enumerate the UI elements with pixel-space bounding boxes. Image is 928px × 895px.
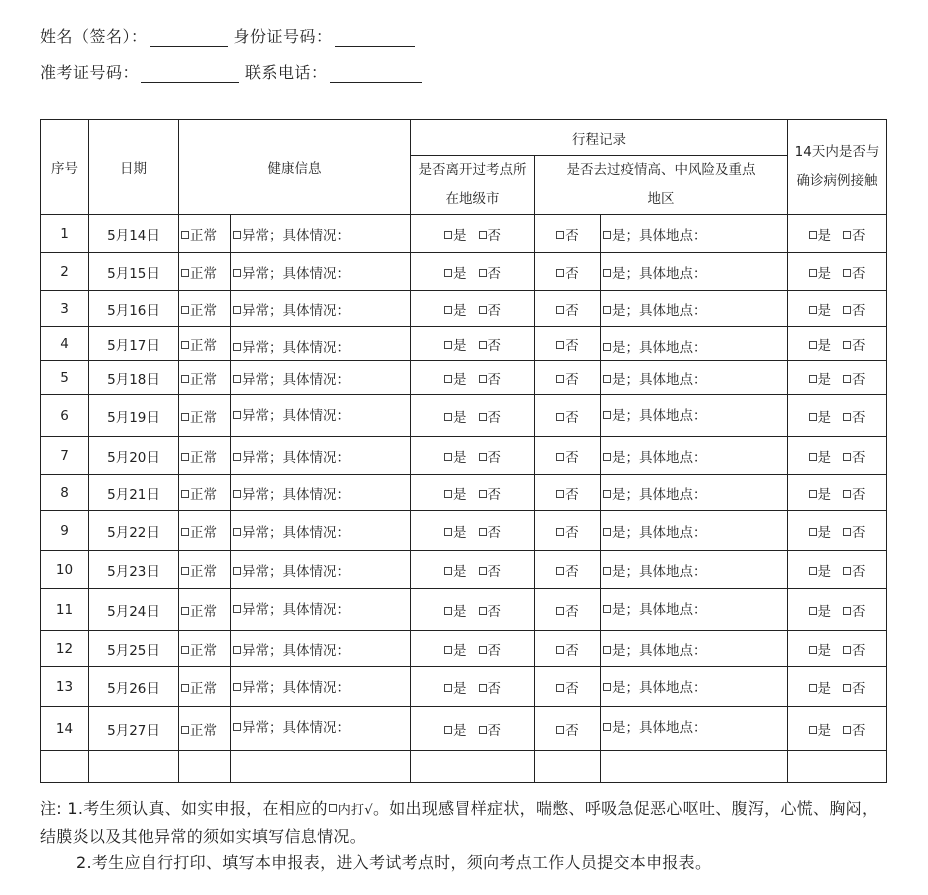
health-normal-option[interactable]: 正常 [179,551,231,589]
checkbox-icon[interactable] [444,453,452,461]
health-normal-option[interactable]: 正常 [179,437,231,475]
checkbox-icon[interactable] [809,375,817,383]
checkbox-icon[interactable] [603,723,611,731]
row-seq: 1 [41,215,89,253]
empty-cell[interactable] [601,751,788,783]
checkbox-icon[interactable] [809,726,817,734]
health-normal-option[interactable]: 正常 [179,253,231,291]
exam-number-field[interactable] [141,64,239,83]
checkbox-icon[interactable] [843,684,851,692]
checkbox-icon[interactable] [556,490,564,498]
checkbox-icon[interactable] [479,726,487,734]
checkbox-icon[interactable] [479,375,487,383]
header-contact: 14天内是否与确诊病例接触 [788,120,887,215]
risk-area-no-option[interactable]: 否 [535,475,601,511]
risk-area-no-option[interactable]: 否 [535,215,601,253]
checkbox-icon[interactable] [556,306,564,314]
health-normal-option[interactable]: 正常 [179,667,231,707]
risk-area-yes-option[interactable]: 是；具体地点： [601,215,788,253]
left-city-options[interactable]: 是 否 [411,667,535,707]
checkbox-icon[interactable] [809,490,817,498]
contact-options[interactable]: 是 否 [788,361,887,395]
row-seq: 3 [41,291,89,327]
checkbox-icon[interactable] [233,723,241,731]
checkbox-icon[interactable] [556,269,564,277]
checkbox-icon[interactable] [181,341,189,349]
checkbox-icon[interactable] [233,411,241,419]
health-normal-option[interactable]: 正常 [179,395,231,437]
risk-area-yes-option[interactable]: 是；具体地点： [601,707,788,751]
empty-cell[interactable] [89,751,179,783]
risk-area-no-option[interactable]: 否 [535,327,601,361]
contact-options[interactable]: 是 否 [788,215,887,253]
health-abnormal-option[interactable]: 异常；具体情况： [231,395,411,437]
checkbox-icon[interactable] [843,607,851,615]
health-normal-option[interactable]: 正常 [179,475,231,511]
checkbox-icon[interactable] [479,490,487,498]
row-date: 5月24日 [89,589,179,631]
health-abnormal-option[interactable]: 异常；具体情况： [231,215,411,253]
checkbox-icon[interactable] [809,607,817,615]
risk-area-yes-option[interactable]: 是；具体地点： [601,395,788,437]
empty-cell[interactable] [411,751,535,783]
table-row [41,395,887,437]
table-row [41,589,887,631]
risk-area-yes-option[interactable]: 是；具体地点： [601,327,788,361]
left-city-options[interactable]: 是 否 [411,475,535,511]
row-date: 5月27日 [89,707,179,751]
left-city-options[interactable]: 是 否 [411,511,535,551]
checkbox-icon[interactable] [556,646,564,654]
checkbox-icon[interactable] [603,453,611,461]
row-date: 5月15日 [89,253,179,291]
checkbox-icon[interactable] [603,411,611,419]
checkbox-icon[interactable] [479,684,487,692]
checkbox-icon[interactable] [843,726,851,734]
contact-options[interactable]: 是 否 [788,327,887,361]
row-seq: 7 [41,437,89,475]
name-label: 姓名（签名）： [40,27,148,46]
empty-cell[interactable] [535,751,601,783]
left-city-options[interactable]: 是 否 [411,589,535,631]
risk-area-yes-option[interactable]: 是；具体地点： [601,361,788,395]
contact-options[interactable]: 是 否 [788,395,887,437]
health-normal-option[interactable]: 正常 [179,361,231,395]
checkbox-icon[interactable] [556,453,564,461]
table-row [41,667,887,707]
checkbox-icon[interactable] [444,684,452,692]
checkbox-icon[interactable] [181,453,189,461]
row-seq: 6 [41,395,89,437]
health-abnormal-option[interactable]: 异常；具体情况： [231,667,411,707]
checkbox-icon[interactable] [181,413,189,421]
header-date: 日期 [89,120,179,215]
checkbox-icon[interactable] [181,726,189,734]
row-date: 5月22日 [89,511,179,551]
checkbox-icon[interactable] [444,567,452,575]
checkbox-icon[interactable] [181,306,189,314]
header-travel: 行程记录 [411,120,788,156]
checkbox-icon[interactable] [603,231,611,239]
checkbox-icon[interactable] [479,231,487,239]
row-date: 5月16日 [89,291,179,327]
risk-area-yes-option[interactable]: 是；具体地点： [601,511,788,551]
note-1: 注: 1.考生须认真、如实申报，在相应的 内打√。如出现感冒样症状，喘憋、呼吸急促恶心呕吐、腹泻，心慌、胸闷，结膜炎以及其他异常的须如实填写信息情况。 [40,799,879,846]
risk-area-yes-option[interactable]: 是；具体地点： [601,291,788,327]
left-city-options[interactable]: 是 否 [411,707,535,751]
checkbox-icon[interactable] [181,269,189,277]
contact-options[interactable]: 是 否 [788,437,887,475]
empty-cell[interactable] [231,751,411,783]
left-city-options[interactable]: 是 否 [411,327,535,361]
note-2: 2.考生应自行打印、填写本申报表，进入考试考点时，须向考点工作人员提交本申报表。 [76,853,712,872]
checkbox-icon[interactable] [843,453,851,461]
table-row [41,253,887,291]
checkbox-icon[interactable] [603,375,611,383]
checkbox-icon[interactable] [233,528,241,536]
row-seq: 4 [41,327,89,361]
name-field[interactable] [150,28,228,47]
checkbox-icon[interactable] [843,306,851,314]
left-city-options[interactable]: 是 否 [411,215,535,253]
checkbox-icon[interactable] [556,413,564,421]
risk-area-no-option[interactable]: 否 [535,395,601,437]
checkbox-icon[interactable] [603,646,611,654]
checkbox-icon[interactable] [603,528,611,536]
checkbox-icon[interactable] [603,306,611,314]
health-normal-option[interactable]: 正常 [179,215,231,253]
checkbox-icon[interactable] [233,375,241,383]
checkbox-icon[interactable] [809,306,817,314]
checkbox-icon[interactable] [809,567,817,575]
notes [40,796,890,876]
health-abnormal-option[interactable]: 异常；具体情况： [231,327,411,361]
health-abnormal-option[interactable]: 异常；具体情况： [231,475,411,511]
health-abnormal-option[interactable]: 异常；具体情况： [231,631,411,667]
contact-options[interactable]: 是 否 [788,253,887,291]
checkbox-icon[interactable] [809,413,817,421]
left-city-options[interactable]: 是 否 [411,631,535,667]
checkbox-icon[interactable] [556,341,564,349]
left-city-options[interactable]: 是 否 [411,291,535,327]
checkbox-icon[interactable] [181,607,189,615]
checkbox-icon[interactable] [603,269,611,277]
contact-options[interactable]: 是 否 [788,551,887,589]
left-city-options[interactable]: 是 否 [411,551,535,589]
risk-area-yes-option[interactable]: 是；具体地点： [601,631,788,667]
table-row [41,707,887,751]
table-row [41,511,887,551]
exam-number-label: 准考证号码： [40,63,140,82]
health-abnormal-option[interactable]: 异常；具体情况： [231,291,411,327]
table-row [41,437,887,475]
checkbox-icon[interactable] [603,567,611,575]
checkbox-icon[interactable] [233,231,241,239]
table-body [41,215,887,783]
health-normal-option[interactable]: 正常 [179,707,231,751]
phone-field[interactable] [330,64,422,83]
checkbox-icon[interactable] [479,341,487,349]
checkbox-icon[interactable] [809,528,817,536]
row-date: 5月26日 [89,667,179,707]
checkbox-icon[interactable] [444,490,452,498]
checkbox-icon[interactable] [444,413,452,421]
checkbox-icon[interactable] [809,684,817,692]
row-seq: 8 [41,475,89,511]
phone-label: 联系电话： [245,63,328,82]
header-line-2 [40,60,428,83]
checkbox-icon[interactable] [843,490,851,498]
checkbox-icon[interactable] [181,684,189,692]
table-row [41,551,887,589]
table-row [41,631,887,667]
checkbox-icon[interactable] [556,726,564,734]
health-abnormal-option[interactable]: 异常；具体情况： [231,707,411,751]
checkbox-icon[interactable] [479,306,487,314]
table-row [41,215,887,253]
risk-area-no-option[interactable]: 否 [535,437,601,475]
risk-area-yes-option[interactable]: 是；具体地点： [601,589,788,631]
row-date: 5月25日 [89,631,179,667]
left-city-options[interactable]: 是 否 [411,253,535,291]
checkbox-icon[interactable] [479,269,487,277]
checkbox-icon[interactable] [233,646,241,654]
risk-area-yes-option[interactable]: 是；具体地点： [601,253,788,291]
risk-area-no-option[interactable]: 否 [535,361,601,395]
checkbox-icon[interactable] [603,683,611,691]
risk-area-yes-option[interactable]: 是；具体地点： [601,551,788,589]
checkbox-icon[interactable] [181,490,189,498]
health-abnormal-option[interactable]: 异常；具体情况： [231,511,411,551]
checkbox-icon[interactable] [479,453,487,461]
risk-area-no-option[interactable]: 否 [535,551,601,589]
row-seq: 5 [41,361,89,395]
empty-cell[interactable] [41,751,89,783]
header-line-1 [40,24,421,47]
row-seq: 11 [41,589,89,631]
checkbox-icon[interactable] [181,646,189,654]
header-seq: 序号 [41,120,89,215]
checkbox-icon[interactable] [556,528,564,536]
checkbox-icon[interactable] [444,306,452,314]
health-normal-option[interactable]: 正常 [179,631,231,667]
checkbox-icon[interactable] [479,567,487,575]
risk-area-yes-option[interactable]: 是；具体地点： [601,437,788,475]
checkbox-icon[interactable] [444,528,452,536]
checkbox-icon[interactable] [233,683,241,691]
checkbox-icon[interactable] [444,726,452,734]
health-declaration-table [40,119,887,783]
empty-cell[interactable] [788,751,887,783]
checkbox-icon[interactable] [809,646,817,654]
checkbox-icon[interactable] [479,646,487,654]
checkbox-icon[interactable] [181,231,189,239]
checkbox-icon[interactable] [233,306,241,314]
table-row [41,475,887,511]
checkbox-icon[interactable] [843,646,851,654]
checkbox-icon[interactable] [809,453,817,461]
checkbox-icon[interactable] [181,567,189,575]
risk-area-no-option[interactable]: 否 [535,511,601,551]
checkbox-icon[interactable] [444,646,452,654]
checkbox-icon[interactable] [843,413,851,421]
checkbox-icon[interactable] [843,567,851,575]
checkbox-icon[interactable] [843,269,851,277]
table-row [41,327,887,361]
checkbox-icon[interactable] [444,607,452,615]
left-city-options[interactable]: 是 否 [411,437,535,475]
row-date: 5月18日 [89,361,179,395]
checkbox-icon[interactable] [233,567,241,575]
row-seq: 12 [41,631,89,667]
health-normal-option[interactable]: 正常 [179,327,231,361]
health-normal-option[interactable]: 正常 [179,511,231,551]
contact-options[interactable]: 是 否 [788,589,887,631]
health-normal-option[interactable]: 正常 [179,589,231,631]
checkbox-icon[interactable] [479,607,487,615]
checkbox-icon[interactable] [444,231,452,239]
checkbox-icon[interactable] [843,341,851,349]
checkbox-icon[interactable] [233,343,241,351]
health-abnormal-option[interactable]: 异常；具体情况： [231,551,411,589]
empty-cell[interactable] [179,751,231,783]
checkbox-icon[interactable] [809,231,817,239]
risk-area-no-option[interactable]: 否 [535,707,601,751]
contact-options[interactable]: 是 否 [788,707,887,751]
row-date: 5月19日 [89,395,179,437]
row-date: 5月21日 [89,475,179,511]
checkbox-icon[interactable] [843,528,851,536]
contact-options[interactable]: 是 否 [788,475,887,511]
checkbox-icon[interactable] [843,231,851,239]
checkbox-icon[interactable] [603,605,611,613]
checkbox-icon[interactable] [603,490,611,498]
checkbox-icon[interactable] [556,231,564,239]
row-seq: 2 [41,253,89,291]
checkbox-icon[interactable] [181,528,189,536]
checkbox-icon[interactable] [233,605,241,613]
checkbox-icon[interactable] [233,269,241,277]
table-row [41,291,887,327]
left-city-options[interactable]: 是 否 [411,395,535,437]
row-date: 5月17日 [89,327,179,361]
header-left-city: 是否离开过考点所在地级市 [411,156,535,215]
checkbox-icon[interactable] [181,375,189,383]
checkbox-icon[interactable] [809,341,817,349]
health-abnormal-option[interactable]: 异常；具体情况： [231,361,411,395]
header-risk-area: 是否去过疫情高、中风险及重点地区 [535,156,788,215]
left-city-options[interactable]: 是 否 [411,361,535,395]
risk-area-yes-option[interactable]: 是；具体地点： [601,475,788,511]
checkbox-icon [329,804,337,812]
health-abnormal-option[interactable]: 异常；具体情况： [231,253,411,291]
checkbox-icon[interactable] [843,375,851,383]
header-health: 健康信息 [179,120,411,215]
row-seq: 13 [41,667,89,707]
checkbox-icon[interactable] [556,607,564,615]
empty-row [41,751,887,783]
id-number-field[interactable] [335,28,415,47]
checkbox-icon[interactable] [556,567,564,575]
checkbox-icon[interactable] [444,269,452,277]
checkbox-icon[interactable] [479,528,487,536]
row-seq: 10 [41,551,89,589]
health-abnormal-option[interactable]: 异常；具体情况： [231,437,411,475]
row-seq: 9 [41,511,89,551]
contact-options[interactable]: 是 否 [788,631,887,667]
row-date: 5月20日 [89,437,179,475]
checkbox-icon[interactable] [809,269,817,277]
checkbox-icon[interactable] [233,453,241,461]
contact-options[interactable]: 是 否 [788,667,887,707]
risk-area-no-option[interactable]: 否 [535,667,601,707]
checkbox-icon[interactable] [556,375,564,383]
health-normal-option[interactable]: 正常 [179,291,231,327]
risk-area-yes-option[interactable]: 是；具体地点： [601,667,788,707]
contact-options[interactable]: 是 否 [788,511,887,551]
checkbox-icon[interactable] [603,343,611,351]
risk-area-no-option[interactable]: 否 [535,589,601,631]
checkbox-icon[interactable] [479,413,487,421]
health-abnormal-option[interactable]: 异常；具体情况： [231,589,411,631]
checkbox-icon[interactable] [444,341,452,349]
row-seq: 14 [41,707,89,751]
risk-area-no-option[interactable]: 否 [535,291,601,327]
checkbox-icon[interactable] [444,375,452,383]
row-date: 5月14日 [89,215,179,253]
id-number-label: 身份证号码： [233,27,333,46]
checkbox-icon[interactable] [556,684,564,692]
contact-options[interactable]: 是 否 [788,291,887,327]
risk-area-no-option[interactable]: 否 [535,631,601,667]
table-row [41,361,887,395]
checkbox-icon[interactable] [233,490,241,498]
risk-area-no-option[interactable]: 否 [535,253,601,291]
row-date: 5月23日 [89,551,179,589]
